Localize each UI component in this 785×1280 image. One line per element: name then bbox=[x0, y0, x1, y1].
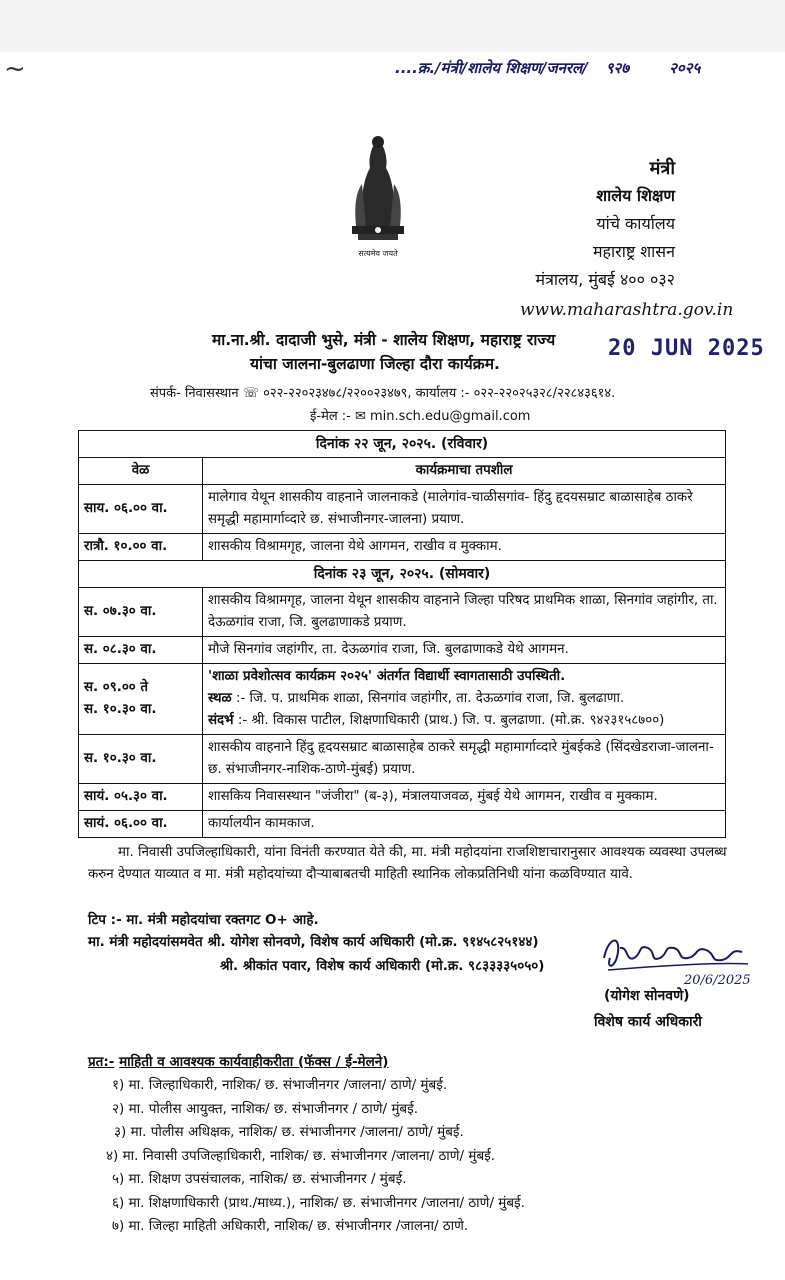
row-time: सायं. ०५.३० वा. bbox=[79, 784, 203, 811]
accompanying-officer-2: श्री. श्रीकांत पवार, विशेष कार्य अधिकारी (मो.क्र. ९८३३३३५०५०) bbox=[220, 958, 545, 974]
request-paragraph: मा. निवासी उपजिल्हाधिकारी, यांना विनंती करण्यात येते की, मा. मंत्री महोदयांना राजशिष्टाचारानुसार आवश्यक व्यवस्था उपलब्ध करुन देण्यात याव्यात व मा. मंत्री महोदयांच्या दौऱ्याबाबतची माहिती स्थानिक लोकप्रतिनिधी यांना कळविण्यात यावे. bbox=[88, 845, 727, 882]
document-subtitle: यांचा जालना-बुलढाणा जिल्हा दौरा कार्यक्रम. bbox=[250, 355, 500, 373]
copy-to-heading bbox=[88, 1052, 388, 1070]
corner-scribble: ~ bbox=[4, 54, 26, 84]
handwritten-signature bbox=[598, 918, 785, 988]
schedule-table bbox=[78, 430, 726, 838]
emblem-motto: सत्यमेव जयते bbox=[358, 249, 398, 258]
table-row bbox=[79, 811, 726, 838]
reference-text: :- श्री. विकास पाटील, शिक्षणाधिकारी (प्राथ.) जि. प. बुलढाणा. (मो.क्र. ९४२३१५८७००) bbox=[237, 713, 665, 728]
office-line: यांचे कार्यालय bbox=[596, 214, 675, 233]
row-time: सायं. ०६.०० वा. bbox=[79, 811, 203, 838]
reference-prefix: ....क्र./मंत्री/शालेय शिक्षण/जनरल/ bbox=[395, 59, 588, 77]
table-row bbox=[79, 588, 726, 637]
reference-label: संदर्भ bbox=[208, 713, 234, 728]
contact-email: ई-मेल :- ✉ min.sch.edu@gmail.com bbox=[310, 409, 531, 424]
row-details: कार्यालयीन कामकाज. bbox=[203, 811, 726, 838]
reference-number bbox=[395, 58, 700, 78]
office-minister: मंत्री bbox=[649, 158, 675, 179]
table-row bbox=[79, 664, 726, 735]
row-time-end: स. १०.३० वा. bbox=[84, 702, 157, 717]
table-row bbox=[79, 735, 726, 784]
document-title: मा.ना.श्री. दादाजी भुसे, मंत्री - शालेय शिक्षण, महाराष्ट्र राज्य bbox=[212, 331, 556, 349]
table-row bbox=[79, 485, 726, 534]
signatory-name: (योगेश सोनवणे) bbox=[604, 988, 690, 1004]
row-time: स. ०७.३० वा. bbox=[79, 588, 203, 637]
day-header bbox=[79, 431, 726, 458]
table-row bbox=[79, 534, 726, 561]
day2-date: दिनांक २३ जून, २०२५. (सोमवार) bbox=[79, 561, 726, 588]
list-item: ४) मा. निवासी उपजिल्हाधिकारी, नाशिक/ छ. संभाजीनगर /जालना/ ठाणे/ मुंबई. bbox=[106, 1147, 496, 1164]
office-government: महाराष्ट्र शासन bbox=[592, 242, 675, 261]
office-department: शालेय शिक्षण bbox=[596, 186, 675, 205]
row-time: रात्रौ. १०.०० वा. bbox=[79, 534, 203, 561]
place-label: स्थळ bbox=[208, 691, 232, 706]
row-details: शासकीय वाहनाने हिंदु हृदयसम्राट बाळासाहेब ठाकरे समृद्धी महामार्गाव्दारे मुंबईकडे (सिंदखेडराजा-जालना- छ. संभाजीनगर-नाशिक-ठाणे-मुंबई) प्रयाण. bbox=[203, 735, 726, 784]
event-place bbox=[208, 688, 720, 710]
copy-to-title: माहिती व आवश्यक कार्यवाहीकरीता (फॅक्स / ई-मेलने) bbox=[119, 1054, 389, 1070]
row-time-start: स. ०९.०० ते bbox=[84, 680, 149, 695]
day1-date: दिनांक २२ जून, २०२५. (रविवार) bbox=[79, 431, 726, 458]
copy-to-label: प्रत:- bbox=[88, 1054, 115, 1070]
office-address: मंत्रालय, मुंबई ४०० ०३२ bbox=[535, 270, 675, 289]
signatory-designation: विशेष कार्य अधिकारी bbox=[594, 1014, 702, 1030]
national-emblem-icon bbox=[338, 128, 418, 262]
reference-no: ९२७ bbox=[605, 59, 630, 77]
row-details: शासकीय विश्रामगृह, जालना येथे आगमन, राखीव व मुक्काम. bbox=[203, 534, 726, 561]
row-time: स. ०८.३० वा. bbox=[79, 637, 203, 664]
table-row bbox=[79, 637, 726, 664]
list-item: ५) मा. शिक्षण उपसंचालक, नाशिक/ छ. संभाजीनगर / मुंबई. bbox=[112, 1171, 407, 1187]
contact-numbers: संपर्क- निवासस्थान ☏ ०२२-२२०२३४७८/२२००२३४७९, कार्यालय :- ०२२-२२०२५३२८/२२८४३६१४. bbox=[150, 386, 616, 401]
list-item: १) मा. जिल्हाधिकारी, नाशिक/ छ. संभाजीनगर /जालना/ ठाणे/ मुंबई. bbox=[112, 1077, 448, 1093]
row-time bbox=[79, 664, 203, 735]
row-time: साय. ०६.०० वा. bbox=[79, 485, 203, 534]
table-header-row bbox=[79, 458, 726, 485]
table-row bbox=[79, 784, 726, 811]
place-text: :- जि. प. प्राथमिक शाळा, सिनगांव जहांगीर, ता. देऊळगांव राजा, जि. बुलढाणा. bbox=[235, 691, 625, 706]
signature-date: 20/6/2025 bbox=[684, 973, 751, 988]
reference-year: २०२५ bbox=[669, 59, 701, 77]
day-header bbox=[79, 561, 726, 588]
date-stamp: 20 JUN 2025 bbox=[608, 336, 765, 361]
col-details-header: कार्यक्रमाचा तपशील bbox=[203, 458, 726, 485]
event-reference bbox=[208, 710, 720, 732]
list-item: ७) मा. जिल्हा माहिती अधिकारी, नाशिक/ छ. संभाजीनगर /जालना/ ठाणे. bbox=[112, 1218, 469, 1234]
row-details: मौजे सिनगांव जहांगीर, ता. देऊळगांव राजा, जि. बुलढाणाकडे येथे आगमन. bbox=[203, 637, 726, 664]
event-title: 'शाळा प्रवेशोत्सव कार्यक्रम २०२५' अंतर्गत विद्यार्थी स्वागतासाठी उपस्थिती. bbox=[208, 669, 566, 684]
row-details bbox=[203, 664, 726, 735]
list-item: ६) मा. शिक्षणाधिकारी (प्राथ./माध्य.), नाशिक/ छ. संभाजीनगर /जालना/ ठाणे/ मुंबई. bbox=[112, 1194, 525, 1211]
col-time-header: वेळ bbox=[79, 458, 203, 485]
row-details: मालेगाव येथून शासकीय वाहनाने जालनाकडे (मालेगांव-चाळीसगांव- हिंदु हृदयसम्राट बाळासाहेब ठाकरे समृद्धी महामार्गाव्दारे छ. संभाजीनगर-जालना) प्रयाण. bbox=[203, 485, 726, 534]
row-time: स. १०.३० वा. bbox=[79, 735, 203, 784]
row-details: शासकीय विश्रामगृह, जालना येथून शासकीय वाहनाने जिल्हा परिषद प्राथमिक शाळा, सिनगांव जहांगीर, ता. देऊळगांव राजा, जि. बुलढाणाकडे प्रयाण. bbox=[203, 588, 726, 637]
row-details: शासकिय निवासस्थान "जंजीरा" (ब-३), मंत्रालयाजवळ, मुंबई येथे आगमन, राखीव व मुक्काम. bbox=[203, 784, 726, 811]
list-item: २) मा. पोलीस आयुक्त, नाशिक/ छ. संभाजीनगर / ठाणे/ मुंबई. bbox=[112, 1100, 419, 1117]
accompanying-officer-1: मा. मंत्री महोदयांसमवेत श्री. योगेश सोनवणे, विशेष कार्य अधिकारी (मो.क्र. ९१४५८२५१४४) bbox=[88, 934, 539, 950]
copy-to-list bbox=[106, 1074, 525, 1239]
scan-top-margin bbox=[0, 0, 785, 52]
blood-group-note: टिप :- मा. मंत्री महोदयांचा रक्तगट O+ आहे. bbox=[88, 912, 319, 928]
list-item: ३) मा. पोलीस अधिक्षक, नाशिक/ छ. संभाजीनगर /जालना/ ठाणे/ मुंबई. bbox=[114, 1124, 464, 1140]
website-link[interactable]: www.maharashtra.gov.in bbox=[520, 300, 734, 320]
